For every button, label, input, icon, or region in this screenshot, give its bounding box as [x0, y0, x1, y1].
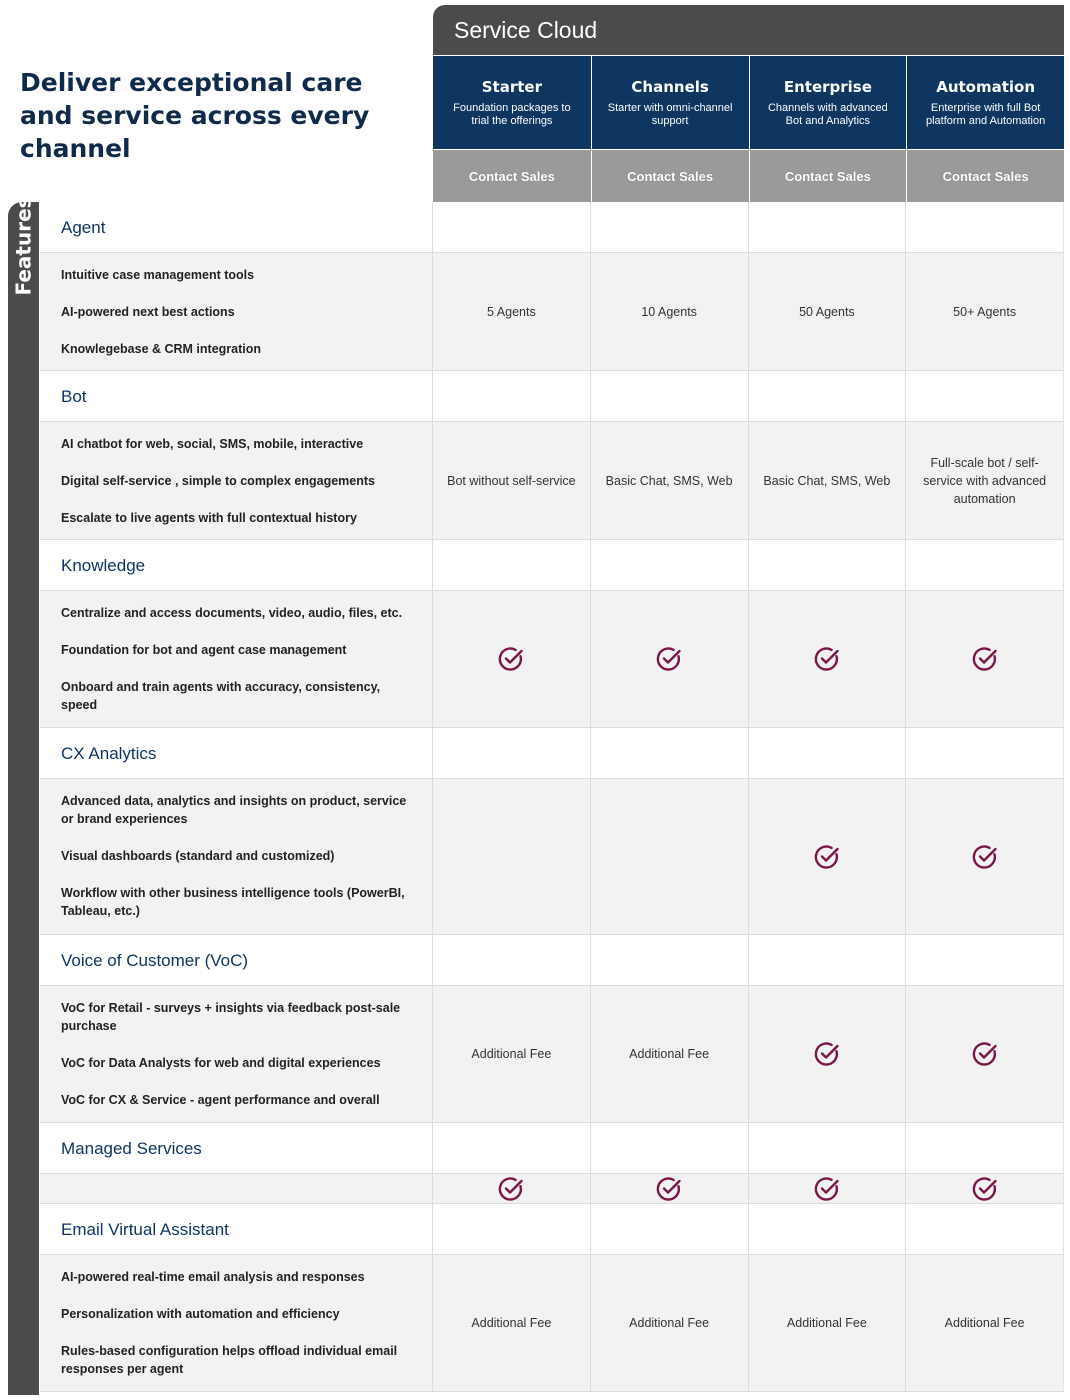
plan-value-text: Additional Fee — [944, 1316, 1025, 1330]
plan-value-cell — [749, 253, 907, 370]
plan-value-text: Additional Fee — [471, 1316, 552, 1330]
plan-value-text: 50 Agents — [799, 304, 855, 319]
plan-value-cell — [749, 422, 907, 539]
plan-description: Starter with omni-channel support — [607, 102, 733, 127]
feature-item: Foundation for bot and agent case management — [61, 643, 347, 657]
feature-detail-row — [40, 422, 1064, 540]
plan-value-cell — [591, 1255, 749, 1391]
feature-comparison-table — [40, 202, 1064, 1392]
check-circle-icon — [971, 1175, 999, 1203]
plan-value-cell — [906, 986, 1064, 1122]
empty-cell — [433, 1123, 591, 1173]
feature-list — [40, 986, 433, 1122]
check-circle-icon — [813, 1040, 841, 1068]
plan-value-text: 10 Agents — [641, 304, 697, 319]
empty-cell — [906, 202, 1064, 252]
empty-cell — [591, 1123, 749, 1173]
contact-sales-button[interactable]: Contact Sales — [907, 149, 1064, 202]
empty-cell — [749, 728, 907, 778]
plan-value-text: Bot without self-service — [447, 473, 576, 488]
plan-value-text: 5 Agents — [487, 304, 536, 319]
empty-cell — [749, 935, 907, 985]
plan-name: Starter — [481, 78, 542, 96]
empty-cell — [591, 540, 749, 590]
plan-value-cell — [749, 591, 907, 727]
contact-sales-button[interactable]: Contact Sales — [750, 149, 907, 202]
category-title: Knowledge — [40, 540, 433, 590]
category-row — [40, 202, 1064, 253]
empty-cell — [749, 1123, 907, 1173]
feature-item: Knowlegebase & CRM integration — [61, 342, 262, 356]
check-circle-icon — [497, 645, 525, 673]
check-circle-icon — [813, 645, 841, 673]
plan-value-text: Additional Fee — [471, 1047, 552, 1061]
feature-list — [40, 1255, 433, 1391]
feature-item: Intuitive case management tools — [61, 268, 255, 282]
feature-list — [40, 591, 433, 727]
plan-value-cell — [591, 779, 749, 934]
empty-cell — [906, 935, 1064, 985]
feature-list — [40, 422, 433, 539]
feature-item: VoC for CX & Service - agent performance and overall — [61, 1093, 380, 1107]
plan-starter — [433, 56, 591, 202]
plan-description: Foundation packages to trial the offerings — [453, 102, 571, 127]
page-headline: Deliver exceptional care and service across every channel — [20, 68, 370, 163]
plan-value-text: 50+ Agents — [953, 304, 1017, 319]
plan-value-cell — [749, 779, 907, 934]
category-title: Email Virtual Assistant — [40, 1204, 433, 1254]
plan-value-cell — [433, 591, 591, 727]
plan-channels — [591, 56, 749, 202]
empty-cell — [433, 935, 591, 985]
plan-value-cell — [591, 591, 749, 727]
plan-head — [750, 56, 907, 149]
plan-value-cell — [433, 986, 591, 1122]
empty-cell — [749, 540, 907, 590]
feature-item: Visual dashboards (standard and customized) — [61, 849, 335, 863]
plan-description: Enterprise with full Bot platform and Automation — [926, 102, 1046, 127]
empty-cell — [591, 935, 749, 985]
check-circle-icon — [655, 1175, 683, 1203]
feature-detail-row — [40, 779, 1064, 935]
category-row — [40, 371, 1064, 422]
plan-name: Enterprise — [783, 78, 872, 96]
feature-item: Centralize and access documents, video, audio, files, etc. — [61, 606, 403, 620]
empty-cell — [433, 202, 591, 252]
empty-cell — [591, 1204, 749, 1254]
feature-detail-row — [40, 1255, 1064, 1392]
empty-cell — [749, 371, 907, 421]
empty-cell — [433, 540, 591, 590]
plan-enterprise — [749, 56, 907, 202]
plan-value-cell — [433, 422, 591, 539]
features-side-tab — [8, 196, 39, 1395]
empty-cell — [591, 728, 749, 778]
plan-value-cell — [906, 779, 1064, 934]
product-title: Service Cloud — [433, 5, 1064, 55]
plan-value-cell — [433, 1255, 591, 1391]
plan-value-cell — [906, 422, 1064, 539]
plan-value-text: Additional Fee — [629, 1047, 710, 1061]
empty-cell — [591, 371, 749, 421]
feature-item: VoC for Data Analysts for web and digital experiences — [61, 1056, 381, 1070]
feature-list — [40, 779, 433, 934]
plan-value-cell — [433, 253, 591, 370]
plan-value-cell — [906, 591, 1064, 727]
category-row — [40, 540, 1064, 591]
category-title: Voice of Customer (VoC) — [40, 935, 433, 985]
check-circle-icon — [655, 645, 683, 673]
plan-value-text: Basic Chat, SMS, Web — [763, 473, 891, 488]
plan-value-cell — [433, 779, 591, 934]
feature-detail-row — [40, 986, 1064, 1123]
plan-value-text: Additional Fee — [629, 1316, 710, 1330]
plan-value-cell — [749, 1255, 907, 1391]
plan-value-cell — [591, 986, 749, 1122]
feature-item: Rules-based configuration helps offload individual email responses per agent — [61, 1344, 398, 1376]
feature-detail-row — [40, 253, 1064, 371]
plan-value-cell — [906, 1174, 1064, 1203]
check-circle-icon — [497, 1175, 525, 1203]
plan-value-cell — [591, 253, 749, 370]
category-row — [40, 935, 1064, 986]
plan-value-cell — [906, 1255, 1064, 1391]
plan-header-row — [433, 56, 1064, 202]
plan-head — [433, 56, 591, 149]
feature-detail-row — [40, 1174, 1064, 1204]
plan-value-cell — [906, 253, 1064, 370]
plan-value-cell — [433, 1174, 591, 1203]
feature-item: AI chatbot for web, social, SMS, mobile, interactive — [61, 437, 364, 451]
plan-value-text: Full-scale bot / self-service with advanced automation — [923, 455, 1047, 506]
feature-list — [40, 253, 433, 370]
plan-value-cell — [749, 986, 907, 1122]
check-circle-icon — [813, 843, 841, 871]
feature-item: AI-powered real-time email analysis and responses — [61, 1270, 365, 1284]
feature-item: Escalate to live agents with full contextual history — [61, 511, 357, 525]
feature-item: Onboard and train agents with accuracy, consistency, speed — [61, 680, 381, 712]
feature-item: Personalization with automation and efficiency — [61, 1307, 340, 1321]
empty-cell — [906, 371, 1064, 421]
category-row — [40, 1204, 1064, 1255]
empty-cell — [433, 728, 591, 778]
plan-automation — [906, 56, 1064, 202]
plan-value-text: Additional Fee — [786, 1316, 867, 1330]
category-title: Managed Services — [40, 1123, 433, 1173]
empty-cell — [906, 540, 1064, 590]
contact-sales-button[interactable]: Contact Sales — [592, 149, 749, 202]
plan-value-cell — [591, 422, 749, 539]
plan-name: Automation — [936, 78, 1036, 96]
category-row — [40, 728, 1064, 779]
empty-cell — [591, 202, 749, 252]
feature-detail-row — [40, 591, 1064, 728]
feature-item: VoC for Retail - surveys + insights via feedback post-sale purchase — [61, 1001, 401, 1033]
feature-item: Advanced data, analytics and insights on product, service or brand experiences — [61, 794, 407, 826]
plan-value-text: Basic Chat, SMS, Web — [605, 473, 733, 488]
feature-item: Workflow with other business intelligence tools (PowerBI, Tableau, etc.) — [61, 886, 405, 918]
check-circle-icon — [971, 1040, 999, 1068]
check-circle-icon — [971, 645, 999, 673]
feature-item: Digital self-service , simple to complex engagements — [61, 474, 375, 488]
empty-cell — [906, 1204, 1064, 1254]
empty-cell — [906, 728, 1064, 778]
empty-cell — [749, 1204, 907, 1254]
empty-cell — [749, 202, 907, 252]
category-title: CX Analytics — [40, 728, 433, 778]
feature-list — [40, 1174, 433, 1203]
category-title: Agent — [40, 202, 433, 252]
check-circle-icon — [813, 1175, 841, 1203]
plan-value-cell — [749, 1174, 907, 1203]
plan-value-cell — [591, 1174, 749, 1203]
plan-head — [592, 56, 749, 149]
contact-sales-button[interactable]: Contact Sales — [433, 149, 591, 202]
plan-description: Channels with advanced Bot and Analytics — [767, 102, 888, 127]
plan-name: Channels — [631, 78, 709, 96]
category-title: Bot — [40, 371, 433, 421]
plan-head — [907, 56, 1064, 149]
empty-cell — [433, 371, 591, 421]
empty-cell — [906, 1123, 1064, 1173]
category-row — [40, 1123, 1064, 1174]
empty-cell — [433, 1204, 591, 1254]
features-label: Features — [11, 196, 36, 296]
feature-item: AI-powered next best actions — [61, 305, 235, 319]
check-circle-icon — [971, 843, 999, 871]
